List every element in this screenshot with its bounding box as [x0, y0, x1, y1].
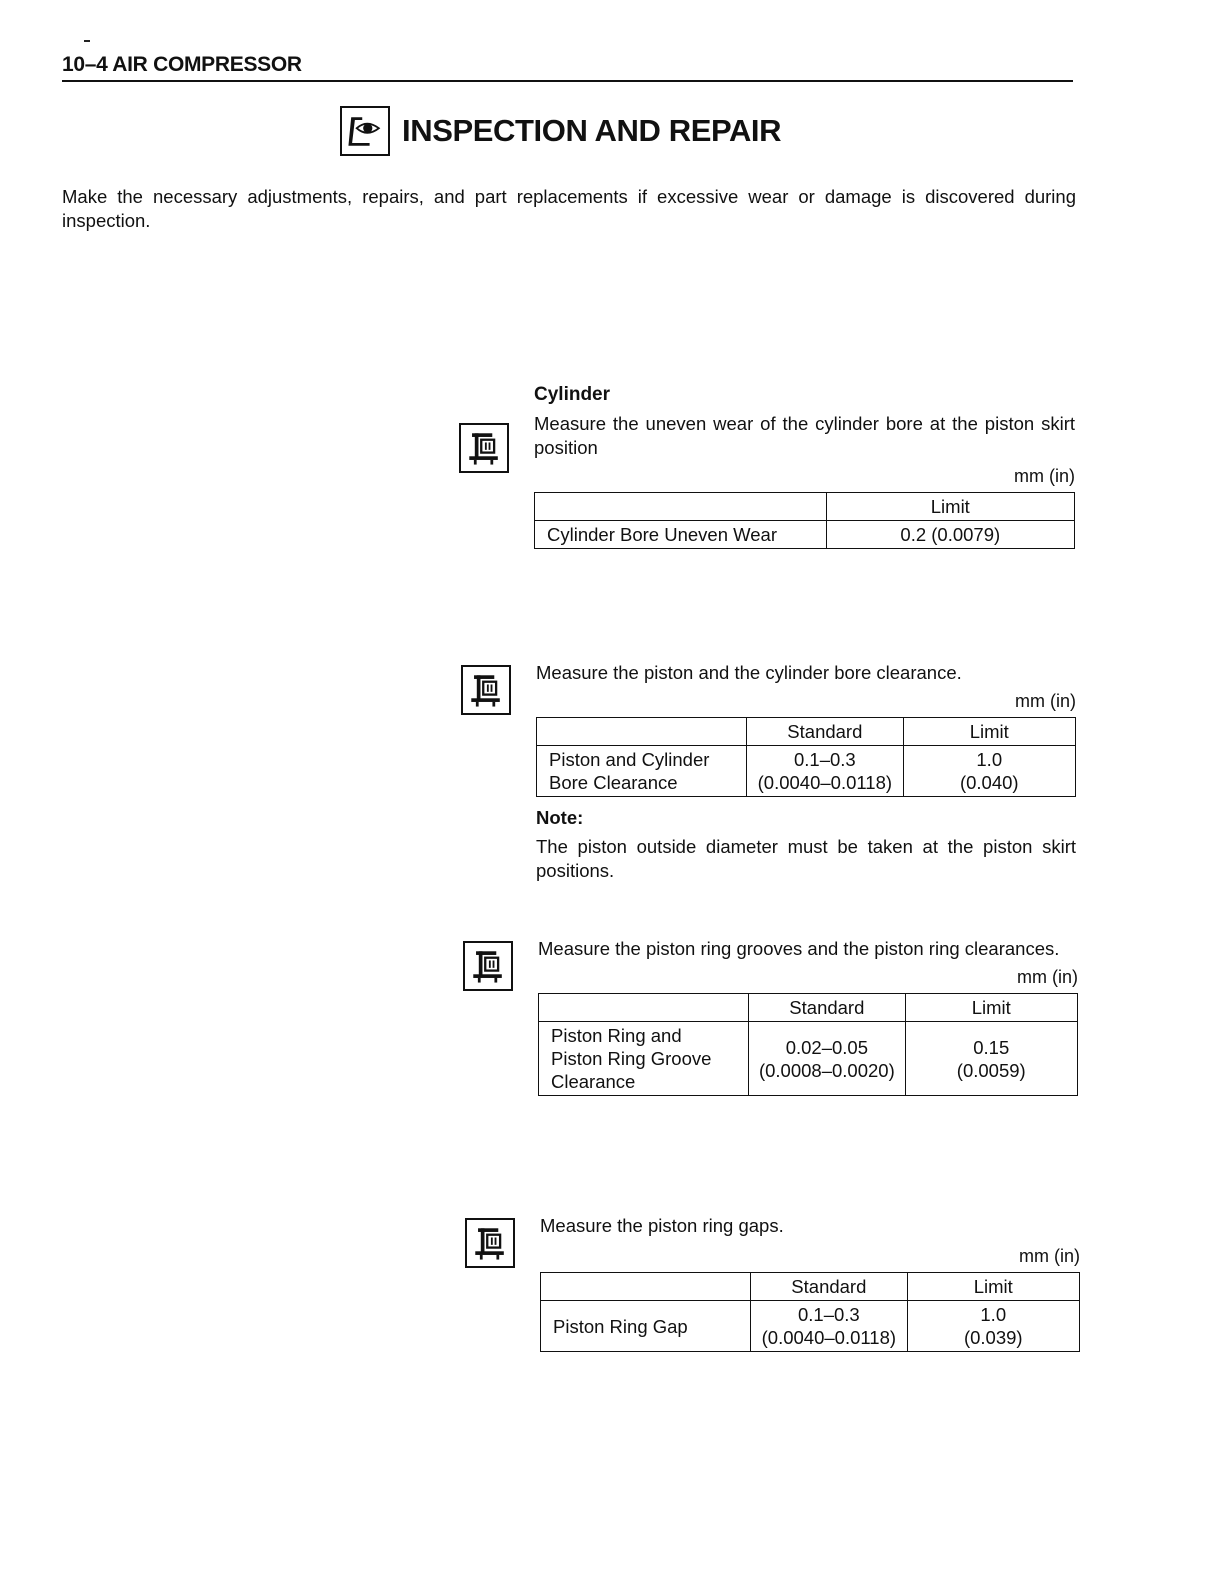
intro-paragraph: Make the necessary adjustments, repairs, and part replacements if excessive wear or damage is discovered during inspection.	[62, 186, 1076, 231]
table-header-limit: Limit	[907, 1273, 1080, 1301]
row-label	[537, 746, 747, 797]
standard-mm: 0.1–0.3	[793, 749, 856, 770]
gaps-spec-table	[540, 1272, 1080, 1352]
section-title	[340, 104, 781, 158]
row-standard	[747, 746, 903, 797]
inspection-eye-icon	[340, 106, 390, 156]
section-title-text: INSPECTION AND REPAIR	[402, 113, 782, 148]
table-row	[541, 1301, 1080, 1352]
standard-in: (0.0040–0.0118)	[757, 772, 893, 793]
row-limit	[907, 1301, 1080, 1352]
row-limit	[903, 746, 1076, 797]
cylinder-block	[534, 384, 1075, 549]
cylinder-unit: mm (in)	[1014, 466, 1075, 486]
grooves-spec-table	[538, 993, 1078, 1096]
row-label-line: Piston Ring Groove	[551, 1048, 712, 1069]
limit-mm: 0.15	[973, 1036, 1010, 1058]
note-text: The piston outside diameter must be taken at the piston skirt positions.	[536, 836, 1076, 881]
row-label: Cylinder Bore Uneven Wear	[535, 521, 827, 549]
cylinder-heading: Cylinder	[534, 384, 611, 405]
note-label: Note:	[536, 807, 584, 828]
standard-mm: 0.02–0.05	[785, 1036, 868, 1058]
clearance-instruction: Measure the piston and the cylinder bore clearance.	[536, 662, 962, 683]
clearance-spec-table	[536, 717, 1076, 797]
table-header-empty	[541, 1273, 751, 1301]
table-header-standard: Standard	[751, 1273, 907, 1301]
standard-in: (0.0008–0.0020)	[758, 1059, 895, 1081]
table-header-limit: Limit	[905, 994, 1078, 1022]
gaps-instruction: Measure the piston ring gaps.	[540, 1215, 784, 1236]
measuring-tool-icon	[465, 1218, 515, 1268]
row-standard	[751, 1301, 907, 1352]
header-title: 10–4 AIR COMPRESSOR	[62, 53, 302, 76]
measuring-tool-icon	[463, 941, 513, 991]
row-limit: 0.2 (0.0079)	[826, 521, 1074, 549]
row-label-line: Clearance	[551, 1071, 636, 1092]
standard-mm: 0.1–0.3	[797, 1304, 860, 1325]
measuring-tool-icon	[461, 665, 511, 715]
limit-mm: 1.0	[980, 1304, 1007, 1325]
limit-in: (0.0059)	[956, 1059, 1026, 1081]
row-label-line: Piston Ring and	[551, 1025, 682, 1046]
table-header-limit: Limit	[903, 718, 1076, 746]
grooves-instruction: Measure the piston ring grooves and the piston ring clearances.	[538, 938, 1060, 959]
table-header-empty	[537, 718, 747, 746]
limit-mm: 1.0	[976, 749, 1003, 770]
row-label	[539, 1022, 749, 1096]
table-header-standard: Standard	[749, 994, 905, 1022]
clearance-unit: mm (in)	[1015, 691, 1076, 711]
gaps-unit: mm (in)	[1019, 1246, 1080, 1266]
table-header-empty	[539, 994, 749, 1022]
row-label-line: Bore Clearance	[549, 772, 678, 793]
table-row	[535, 521, 1075, 549]
limit-in: (0.040)	[959, 772, 1019, 793]
page-header	[62, 50, 1073, 82]
header-mark	[84, 40, 90, 42]
row-label-line: Piston and Cylinder	[549, 749, 710, 770]
table-header-limit: Limit	[826, 493, 1074, 521]
grooves-block	[538, 937, 1078, 1096]
limit-in: (0.039)	[963, 1327, 1023, 1348]
measuring-tool-icon	[459, 423, 509, 473]
table-row	[537, 746, 1076, 797]
cylinder-instruction: Measure the uneven wear of the cylinder bore at the piston skirt position	[534, 413, 1075, 458]
row-limit	[905, 1022, 1078, 1096]
table-header-standard: Standard	[747, 718, 903, 746]
table-row	[539, 1022, 1078, 1096]
row-label: Piston Ring Gap	[541, 1301, 751, 1352]
standard-in: (0.0040–0.0118)	[761, 1327, 897, 1348]
grooves-unit: mm (in)	[1017, 967, 1078, 987]
row-standard	[749, 1022, 905, 1096]
cylinder-spec-table	[534, 492, 1075, 549]
table-header-empty	[535, 493, 827, 521]
gaps-block	[540, 1214, 1080, 1352]
clearance-block	[536, 661, 1076, 883]
